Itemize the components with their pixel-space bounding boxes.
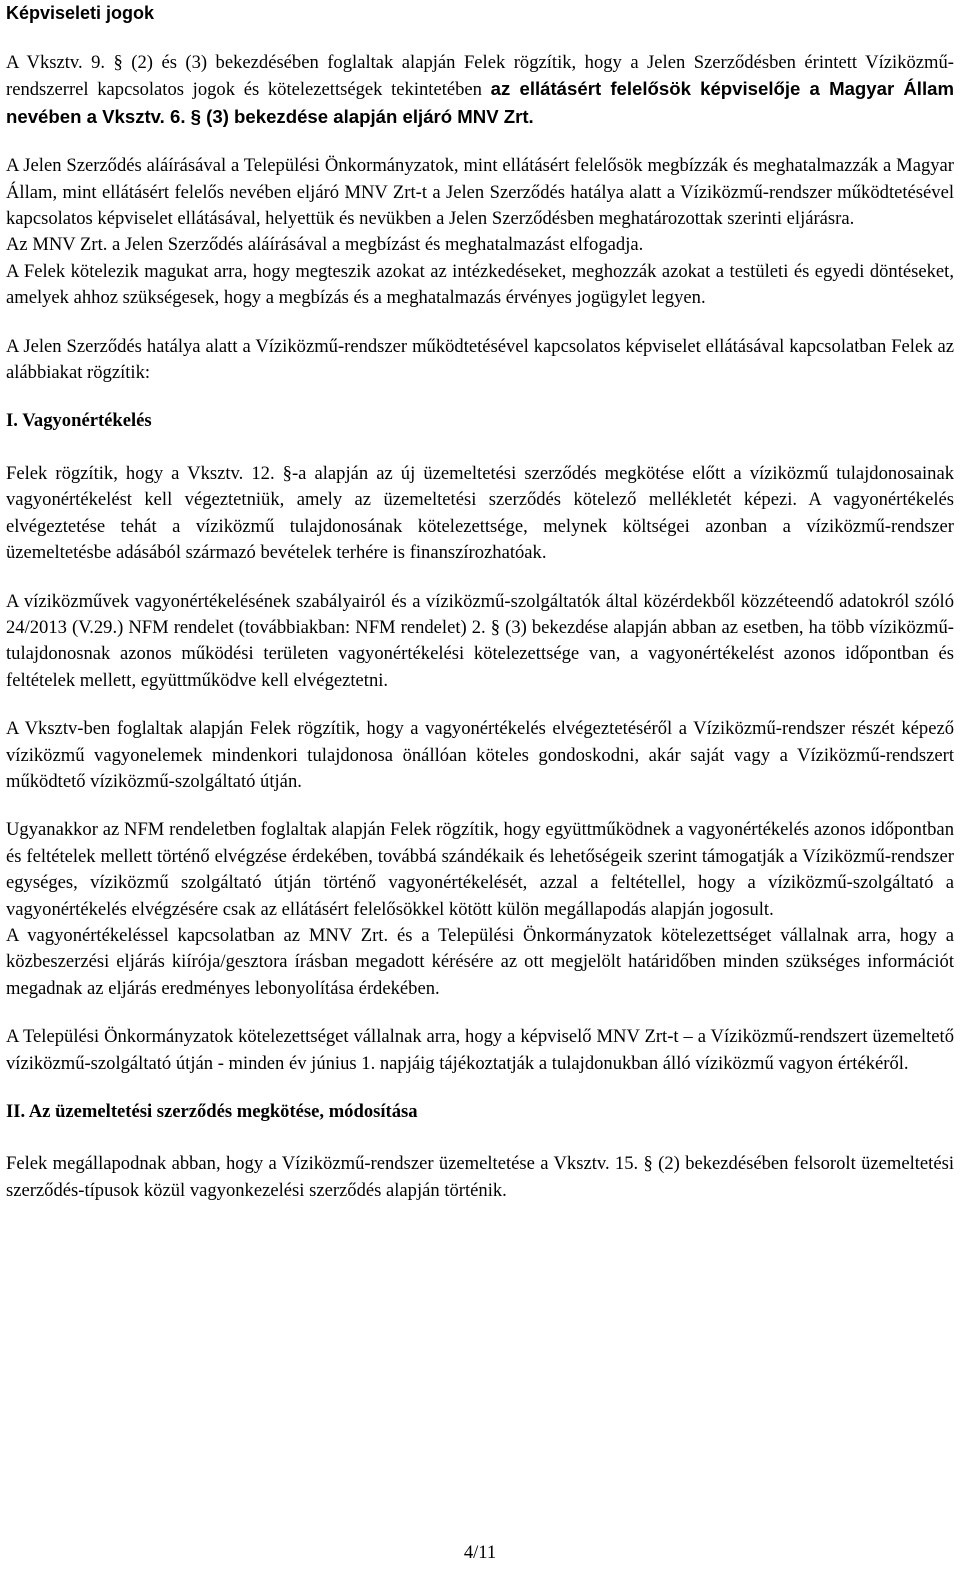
- s1-paragraph-6: A Települési Önkormányzatok kötelezettséget vállalnak arra, hogy a képviselő MNV Zrt-t – a Víziközmű-rendszert üzemeltető víziközmű-szolgáltató útján - minden év június 1. napjáig tájékoztatják a tulajdonukban álló víziközmű vagyon értékéről.: [6, 1026, 954, 1074]
- document-body: [6, 50, 954, 1204]
- section-sign: §: [490, 616, 501, 638]
- spacer: [6, 131, 954, 153]
- s1-paragraph-2: A víziközművek vagyonértékelésének szabályairól és a víziközmű-szolgáltatók által közérdekből közzéteendő adatokról szóló 24/2013 (V.29.) NFM rendelet (továbbiakban: NFM rendelet) 2. § (3) bekezdése alapján abban az esetben, ha több víziközmű-tulajdonosnak azonos működési területen vagyonértékelési kötelezettsége van, a vagyonértékelést azonos időpontban és feltételek mellett, együttműködve kell elvégeztetni.: [6, 590, 954, 691]
- spacer: [6, 386, 954, 408]
- spacer: [6, 567, 954, 589]
- spacer: [6, 1077, 954, 1099]
- s1-paragraph-3: A Vksztv-ben foglaltak alapján Felek rögzítik, hogy a vagyonértékelés elvégeztetéséről a Víziközmű-rendszer részét képező víziközmű vagyonelemek mindenkori tulajdonosa önállóan köteles gondoskodni, akár saját vagy a Víziközmű-rendszert működtető víziközmű-szolgáltató útján.: [6, 718, 954, 792]
- s1-paragraph-1: Felek rögzítik, hogy a Vksztv. 12. §-a alapján az új üzemeltetési szerződés megkötése előtt a víziközmű tulajdonosainak vagyonértékelést kell végeztetniük, amely az üzemeltetési szerződés kötelező mellékletét képezi. A vagyonértékelés elvégeztetése tehát a víziközmű tulajdonosának kötelezettsége, melynek költségei azonban a víziközmű-rendszer üzemeltetésbe adásából származó bevételek terhére is finanszírozhatóak.: [6, 462, 954, 564]
- intro-bold-representative: az ellátásért felelősök képviselője a Magyar Állam nevében a Vksztv. 6. § (3) bekezdése alapján eljáró MNV Zrt.: [6, 78, 955, 127]
- paragraph-oblige: A Felek kötelezik magukat arra, hogy megteszik azokat az intézkedéseket, meghozzák azokat a testületi és egyedi döntéseket, amelyek ahhoz szükségesek, hogy a megbízás és a meghatalmazás érvényes jogügylet legyen.: [6, 260, 954, 309]
- spacer: [6, 795, 954, 817]
- section-title-uzemeltetesi-szerzodes: II. Az üzemeltetési szerződés megkötése, módosítása: [6, 1101, 418, 1122]
- paragraph-signing: A Jelen Szerződés aláírásával a Települési Önkormányzatok, mint ellátásért felelősök megbízzák és meghatalmazzák a Magyar Állam, mint ellátásért felelős nevében eljáró MNV Zrt-t a Jelen Szerződés hatálya alatt a Víziközmű-rendszer működtetésével kapcsolatos képviselet ellátásával, helyettük és nevükben a Jelen Szerződésben meghatározottak szerinti eljárásra.: [6, 155, 954, 230]
- spacer: [6, 312, 954, 334]
- page-number: 4/11: [463, 1542, 497, 1563]
- s1-paragraph-4: Ugyanakkor az NFM rendeletben foglaltak alapján Felek rögzítik, hogy együttműködnek a vagyonértékelés azonos időpontban és feltételek mellett történő elvégzése érdekében, továbbá szándékaik és lehetőségeik szerint támogatják a Víziközmű-rendszer egységes, víziközmű szolgáltató útján történő vagyonértékelését, azzal a feltétellel, hogy a víziközmű-szolgáltató a vagyonértékelés elvégzésére csak az ellátásért felelősökkel kötött külön megállapodás alapján jogosult.: [6, 819, 954, 920]
- spacer: [6, 435, 954, 461]
- paragraph-scope: A Jelen Szerződés hatálya alatt a Víziközmű-rendszer működtetésével kapcsolatos képviselet ellátásával kapcsolatban Felek az alábbiakat rögzítik:: [6, 335, 954, 384]
- s2-paragraph-1: Felek megállapodnak abban, hogy a Víziközmű-rendszer üzemeltetése a Vksztv. 15. § (2) bekezdésében felsorolt üzemeltetési szerződés-típusok közül vagyonkezelési szerződés alapján történik.: [6, 1153, 954, 1201]
- section-sign: §: [190, 105, 201, 127]
- spacer: [6, 1002, 954, 1024]
- spacer: [6, 694, 954, 716]
- spacer: [6, 1125, 954, 1151]
- section-sign: §: [643, 1153, 653, 1175]
- intro-paragraph: A Vksztv. 9. § (2) és (3) bekezdésében foglaltak alapján Felek rögzítik, hogy a Jelen Szerződésben érintett Víziközmű-rendszerrel kapcsolatos jogok és kötelezettségek tekintetében az ellátásért felelősök képviselője a Magyar Állam nevében a Vksztv. 6. § (3) bekezdése alapján eljáró MNV Zrt.: [6, 52, 955, 127]
- paragraph-accept: Az MNV Zrt. a Jelen Szerződés aláírásával a megbízást és meghatalmazást elfogadja.: [6, 234, 644, 256]
- section-title-vagyonertekeles: I. Vagyonértékelés: [6, 410, 152, 432]
- section-heading-kepviseleti-jogok: Képviseleti jogok: [6, 3, 155, 23]
- section-sign: §: [113, 52, 123, 73]
- section-sign: §: [282, 462, 292, 484]
- s1-paragraph-5: A vagyonértékeléssel kapcsolatban az MNV Zrt. és a Települési Önkormányzatok kötelezettséget vállalnak arra, hogy a közbeszerzési eljárás kiírója/gesztora írásban megadott kérésére az ott megjelölt határidőben minden szükséges információt megadnak az eljárás eredményes lebonyolítása érdekében.: [6, 924, 954, 999]
